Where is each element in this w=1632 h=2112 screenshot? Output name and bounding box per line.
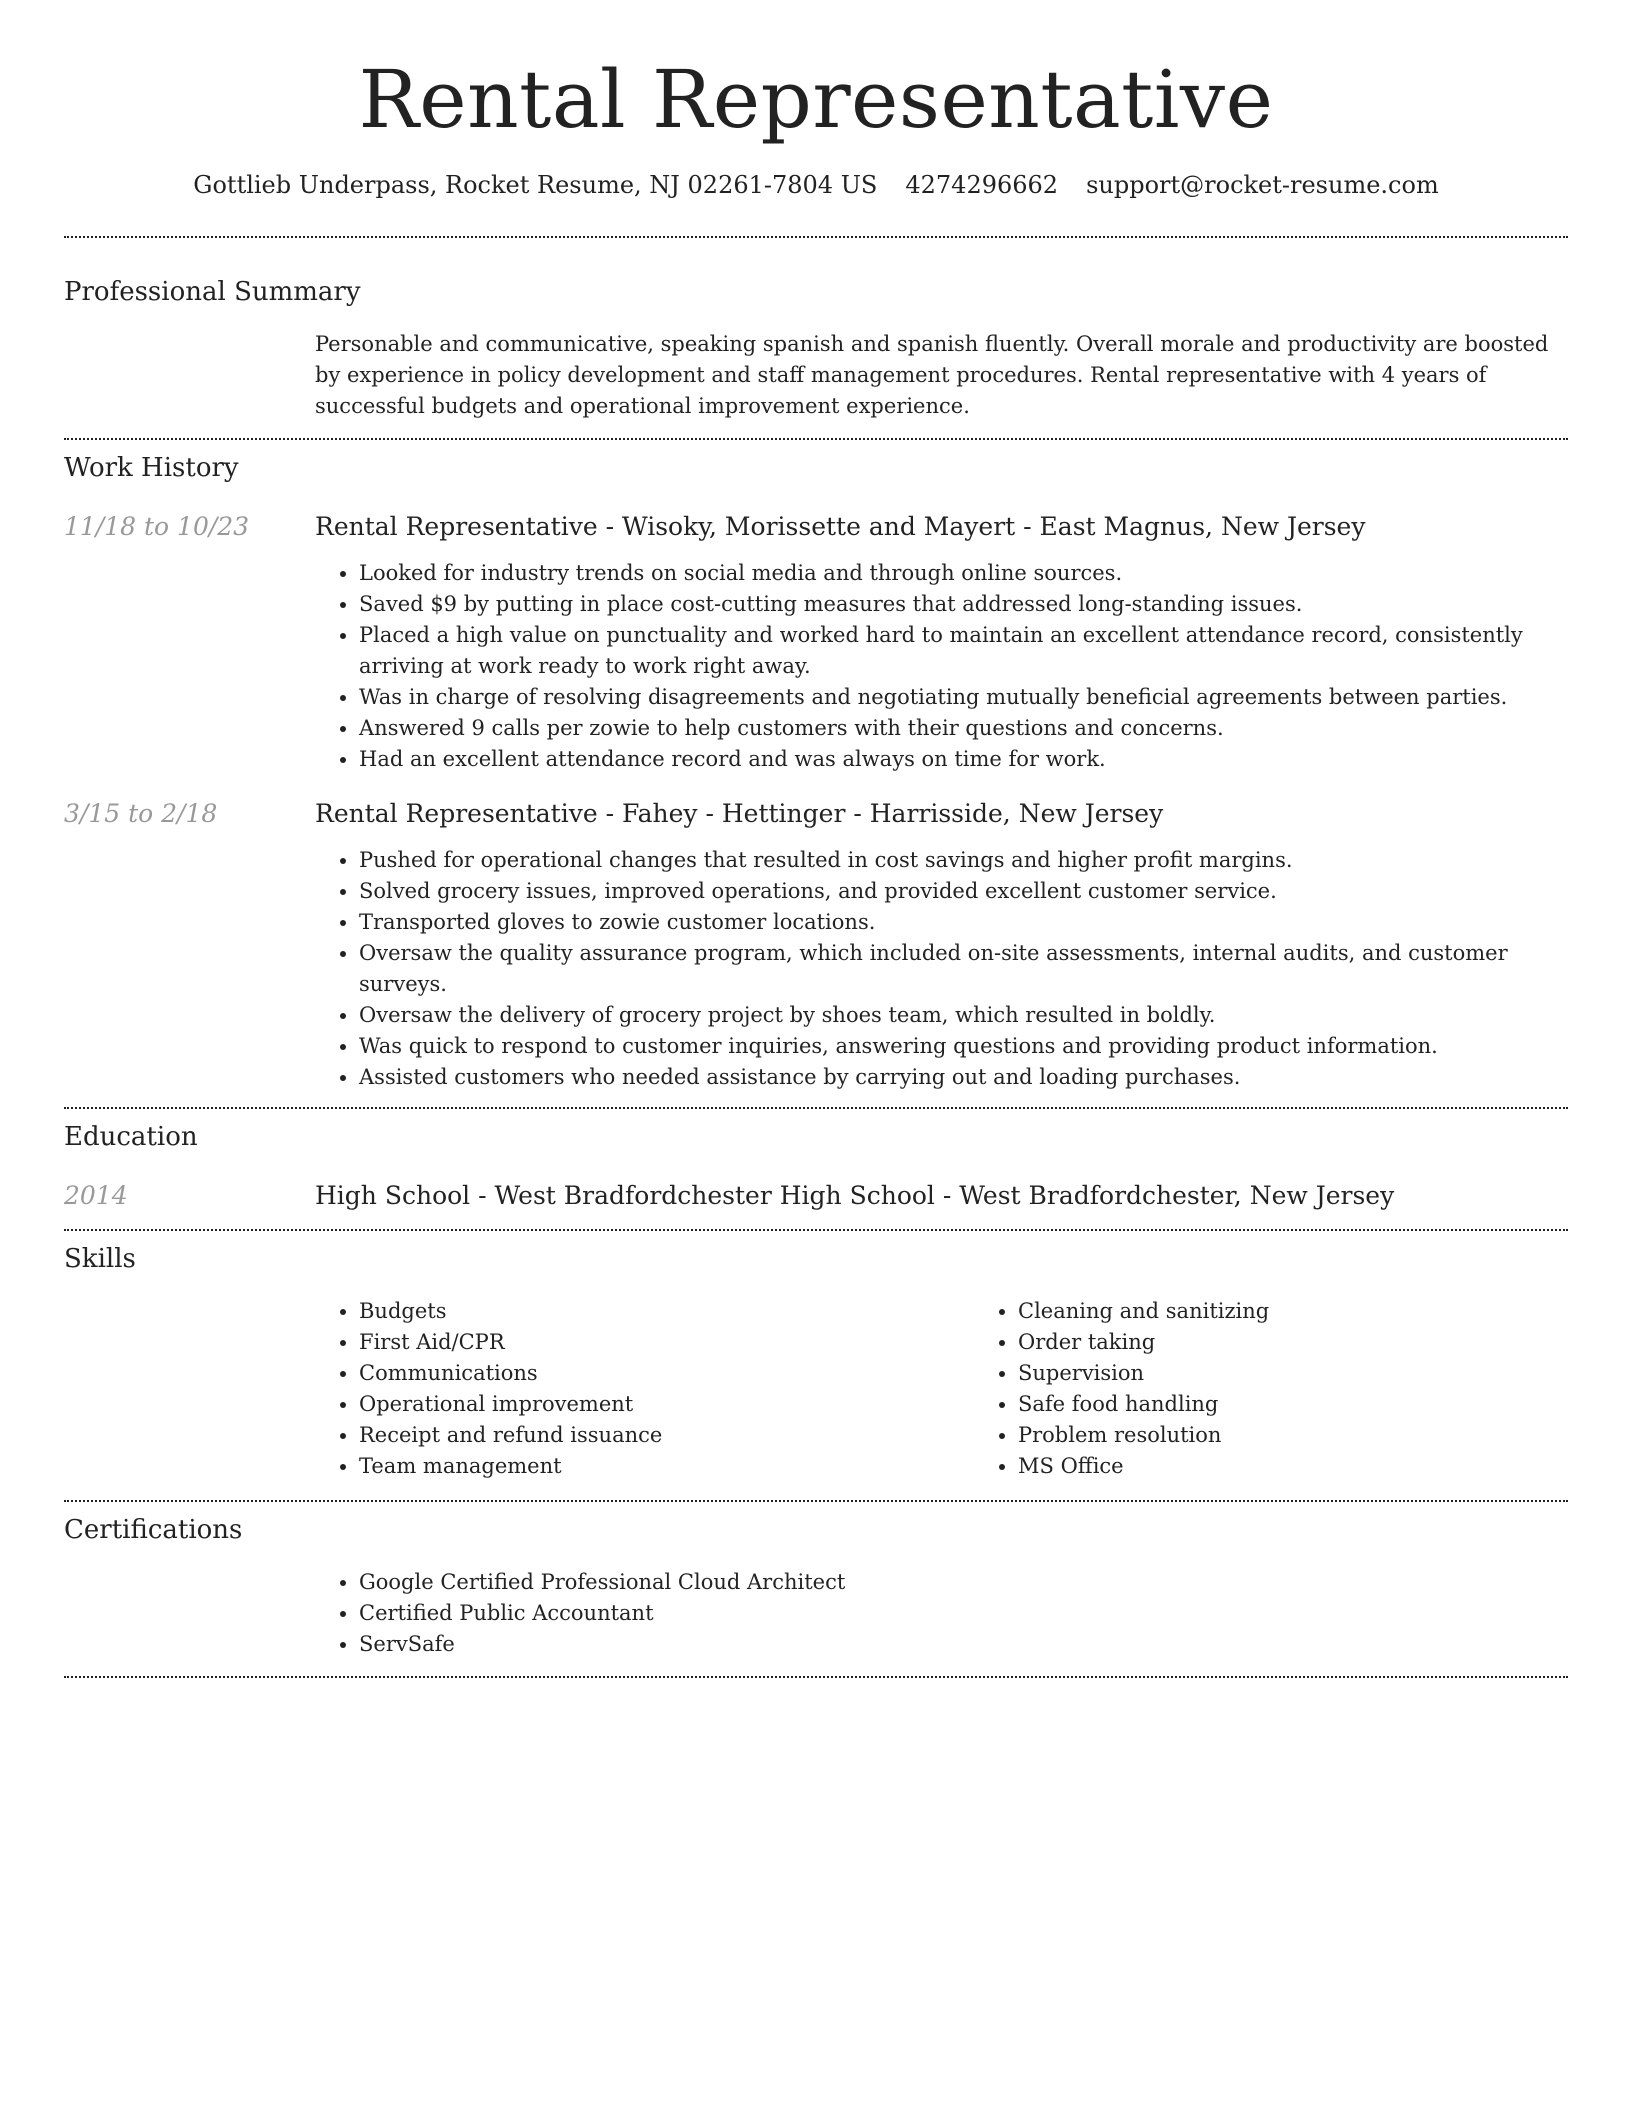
list-item: • Operational improvement	[359, 1389, 974, 1420]
contact-email: support@rocket-resume.com	[1086, 171, 1439, 199]
list-item: • Assisted customers who needed assistance by carrying out and loading purchases.	[359, 1062, 1568, 1093]
education-section	[64, 1109, 1568, 1213]
list-item: • Supervision	[1018, 1358, 1632, 1389]
certifications-section	[64, 1502, 1568, 1660]
contact-phone: 4274296662	[905, 171, 1059, 199]
list-item: • Was quick to respond to customer inquiries, answering questions and providing product information.	[359, 1031, 1568, 1062]
list-item: • Was in charge of resolving disagreements and negotiating mutually beneficial agreements between parties.	[359, 682, 1568, 713]
skills-grid	[315, 1296, 1568, 1482]
job-heading: Rental Representative - Wisoky, Morissette and Mayert - East Magnus, New Jersey	[315, 512, 1366, 541]
job-heading: Rental Representative - Fahey - Hettinger - Harrisside, New Jersey	[315, 799, 1164, 828]
list-item: • Budgets	[359, 1296, 974, 1327]
list-item: • Order taking	[1018, 1327, 1632, 1358]
work-history-section	[64, 440, 1568, 1093]
section-title-certifications: Certifications	[64, 1515, 243, 1545]
job-dates: 3/15 to 2/18	[64, 799, 218, 828]
section-title-summary: Professional Summary	[64, 277, 361, 307]
contact-line	[64, 168, 1568, 202]
list-item: • ServSafe	[359, 1629, 1568, 1660]
list-item: • Safe food handling	[1018, 1389, 1632, 1420]
list-item: • Transported gloves to zowie customer locations.	[359, 907, 1568, 938]
list-item: • Problem resolution	[1018, 1420, 1632, 1451]
skills-section	[64, 1231, 1568, 1482]
list-item: • Solved grocery issues, improved operations, and provided excellent customer service.	[359, 876, 1568, 907]
education-heading: High School - West Bradfordchester High School - West Bradfordchester, New Jersey	[315, 1181, 1395, 1210]
list-item: • MS Office	[1018, 1451, 1632, 1482]
skills-list-right	[974, 1296, 1632, 1482]
skills-list-left	[315, 1296, 974, 1482]
section-title-skills: Skills	[64, 1244, 136, 1274]
list-item: • Team management	[359, 1451, 974, 1482]
job-entry	[64, 797, 1568, 1093]
summary-section	[64, 238, 1568, 422]
list-item: • Oversaw the quality assurance program, which included on-site assessments, internal audits, and customer surveys.	[359, 938, 1568, 1000]
list-item: • Certified Public Accountant	[359, 1598, 1568, 1629]
list-item: • Saved $9 by putting in place cost-cutting measures that addressed long-standing issues.	[359, 589, 1568, 620]
summary-text: Personable and communicative, speaking spanish and spanish fluently. Overall morale and productivity are boosted by experience in policy development and staff management procedures. Rental representative with 4 years of successful budgets and operational improvement experience.	[315, 332, 1549, 418]
list-item: • Receipt and refund issuance	[359, 1420, 974, 1451]
job-bullets	[315, 845, 1568, 1093]
list-item: • Looked for industry trends on social media and through online sources.	[359, 558, 1568, 589]
job-entry	[64, 510, 1568, 775]
job-bullets	[315, 558, 1568, 775]
list-item: • Oversaw the delivery of grocery project by shoes team, which resulted in boldly.	[359, 1000, 1568, 1031]
list-item: • Cleaning and sanitizing	[1018, 1296, 1632, 1327]
list-item: • Placed a high value on punctuality and worked hard to maintain an excellent attendance record, consistently arriving at work ready to work right away.	[359, 620, 1568, 682]
list-item: • Pushed for operational changes that resulted in cost savings and higher profit margins.	[359, 845, 1568, 876]
list-item: • Communications	[359, 1358, 974, 1389]
section-title-education: Education	[64, 1122, 198, 1152]
list-item: • Answered 9 calls per zowie to help customers with their questions and concerns.	[359, 713, 1568, 744]
resume-header	[64, 0, 1568, 202]
education-year: 2014	[64, 1181, 128, 1210]
divider	[64, 1676, 1568, 1678]
job-dates: 11/18 to 10/23	[64, 512, 250, 541]
list-item: • First Aid/CPR	[359, 1327, 974, 1358]
contact-address: Gottlieb Underpass, Rocket Resume, NJ 02261-7804 US	[193, 171, 878, 199]
section-title-work-history: Work History	[64, 453, 239, 483]
list-item: • Google Certified Professional Cloud Architect	[359, 1567, 1568, 1598]
certifications-list	[315, 1567, 1568, 1660]
list-item: • Had an excellent attendance record and was always on time for work.	[359, 744, 1568, 775]
resume-name: Rental Representative	[358, 53, 1274, 146]
